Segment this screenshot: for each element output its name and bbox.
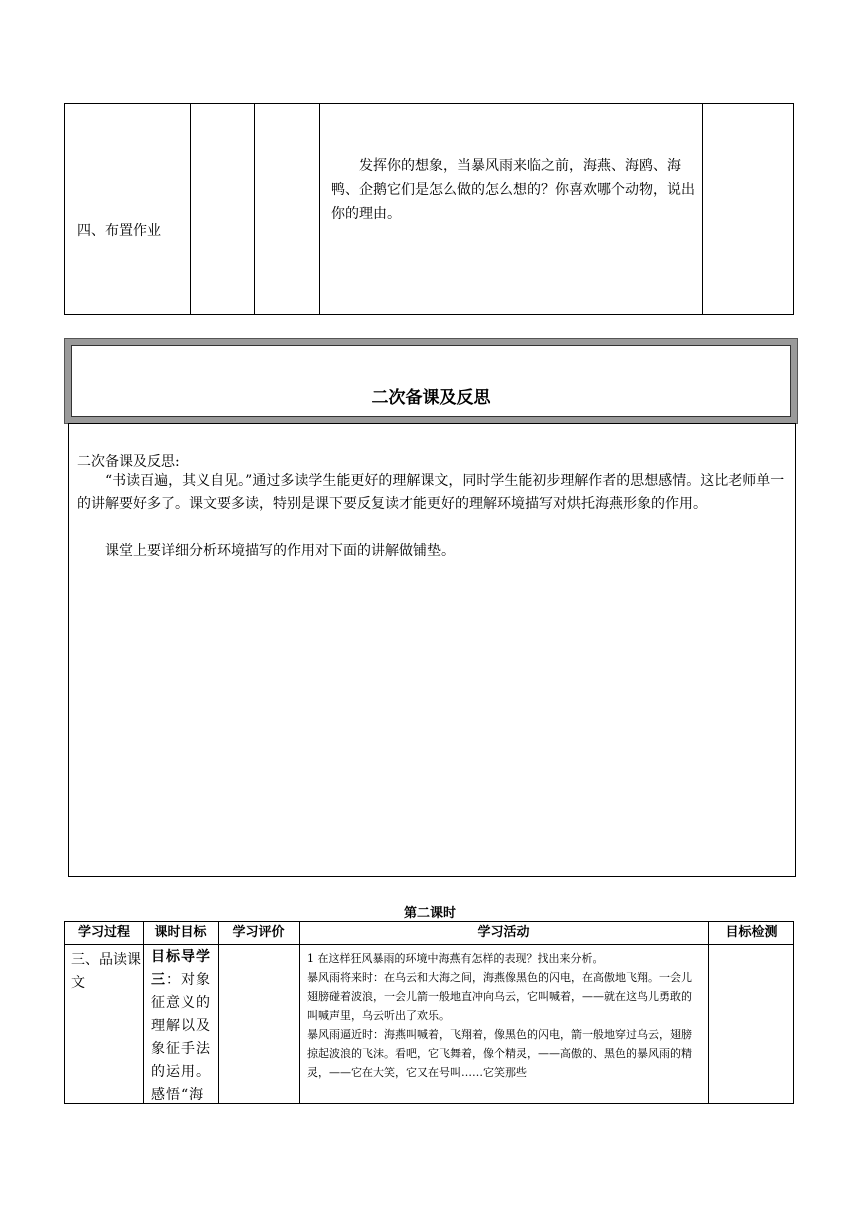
process-cell: 三、品读课文 bbox=[71, 952, 141, 991]
table-divider bbox=[708, 922, 709, 1103]
table-divider bbox=[218, 922, 219, 1103]
lesson-table bbox=[64, 921, 794, 1104]
goal-title: 目标导学三 bbox=[151, 949, 211, 988]
activity-line: 暴风雨将来时：在乌云和大海之间，海燕像黑色的闪电，在高傲地飞翔。一会儿翅膀碰着波浪，一会儿箭一般地直冲向乌云，它叫喊着，——就在这鸟儿勇敢的叫喊声里，乌云听出了欢乐。 bbox=[307, 971, 692, 1022]
reflection-label: 二次备课及反思: bbox=[77, 454, 180, 470]
table-divider bbox=[319, 104, 320, 314]
header-divider bbox=[65, 944, 793, 945]
table-divider bbox=[299, 922, 300, 1103]
table-divider bbox=[254, 104, 255, 314]
homework-table bbox=[64, 103, 794, 315]
homework-text: 发挥你的想象，当暴风雨来临之前，海燕、海鸥、海鸭、企鹅它们是怎么做的怎么想的？你喜欢哪个动物，说出你的理由。 bbox=[331, 158, 695, 222]
table-divider bbox=[143, 922, 144, 1103]
session-title: 第二课时 bbox=[403, 906, 456, 921]
heading-inner-frame bbox=[71, 345, 791, 417]
header-activity: 学习活动 bbox=[477, 925, 530, 940]
reflection-heading-box bbox=[64, 338, 798, 424]
table-divider bbox=[190, 104, 191, 314]
reflection-box bbox=[68, 423, 796, 877]
goal-text: ：对象征意义的理解以及象征手法的运用。感悟“海 bbox=[151, 972, 211, 1103]
reflection-paragraph: “书读百遍，其义自见。”通过多读学生能更好的理解课文，同时学生能初步理解作者的思想感情。这比老师单一的讲解要好多了。课文要多读，特别是课下要反复读才能更好的理解环境描写对烘托海燕形象的作用。 bbox=[77, 473, 785, 512]
header-goal: 课时目标 bbox=[154, 925, 207, 940]
reflection-heading: 二次备课及反思 bbox=[371, 388, 491, 408]
header-evaluation: 学习评价 bbox=[232, 925, 285, 940]
activity-line: 1 在这样狂风暴雨的环境中海燕有怎样的表现？找出来分析。 bbox=[307, 952, 604, 965]
goal-cell bbox=[151, 946, 217, 1107]
activity-line: 暴风雨逼近时：海燕叫喊着，飞翔着，像黑色的闪电，箭一般地穿过乌云，翅膀掠起波浪的飞沫。看吧，它飞舞着，像个精灵，——高傲的、黑色的暴风雨的精灵，——它在大笑，它又在号叫……它笑那些 bbox=[307, 1028, 692, 1079]
header-process: 学习过程 bbox=[77, 925, 130, 940]
reflection-paragraph: 课堂上要详细分析环境描写的作用对下面的讲解做铺垫。 bbox=[105, 543, 455, 559]
section-label: 四、布置作业 bbox=[77, 223, 161, 239]
activity-cell bbox=[307, 949, 701, 1082]
header-check: 目标检测 bbox=[725, 925, 778, 940]
